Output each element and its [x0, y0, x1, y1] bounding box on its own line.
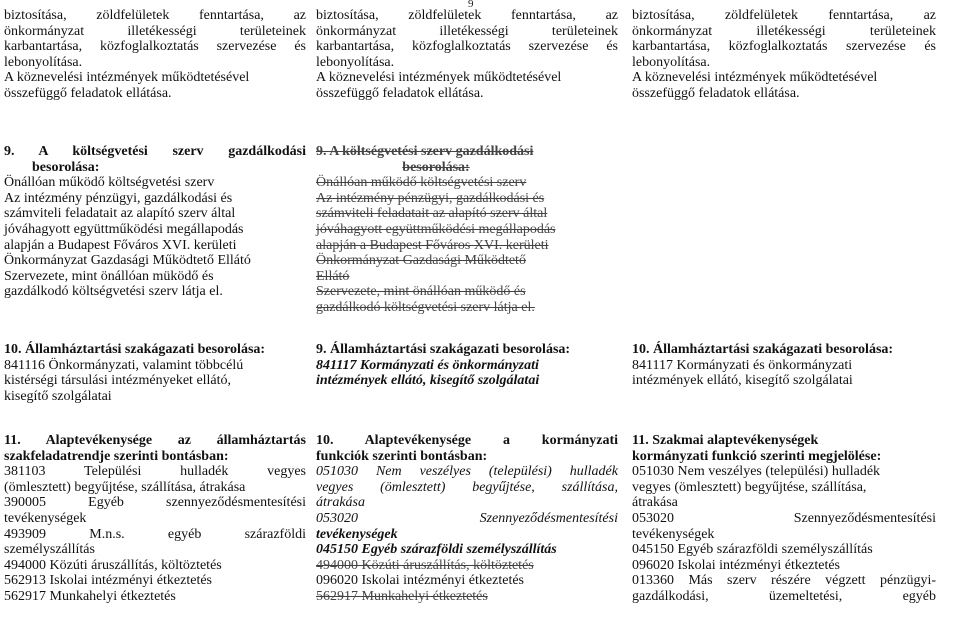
section-9-new: [316, 342, 618, 389]
section-heading: 11. Szakmai alaptevékenységek: [632, 433, 819, 448]
text-line: 381103 Települési hulladék vegyes: [4, 464, 306, 480]
text-line: összefüggő feladatok ellátása.: [632, 85, 800, 101]
text-line: alapján a Budapest Főváros XVI. kerületi: [4, 237, 237, 253]
text-line: Önállóan működő költségvetési szerv: [4, 175, 215, 191]
section-9-deleted: [316, 144, 556, 316]
text-line: 096020 Iskolai intézményi étkeztetés: [316, 573, 524, 589]
text-line: karbantartása, közfoglalkoztatás szervezése és: [632, 39, 936, 55]
section-heading: besorolása:: [32, 159, 100, 175]
text-line: 841117 Kormányzati és önkormányzati: [632, 357, 853, 373]
text-line: Szervezete, mint önállóan működő és: [316, 284, 526, 300]
intro-paragraph: [632, 8, 936, 102]
text-line: összefüggő feladatok ellátása.: [4, 85, 172, 101]
text-line: 562913 Iskolai intézményi étkeztetés: [4, 573, 212, 589]
text-line: önkormányzat illetékességi területeinek: [632, 23, 936, 39]
text-line: lebonyolítása.: [316, 54, 395, 70]
section-heading: 9. A költségvetési szerv gazdálkodási: [316, 144, 534, 159]
text-line: gazdálkodási, üzemeltetési, egyéb: [632, 588, 936, 604]
text-line: 493909 M.n.s. egyéb szárazföldi: [4, 526, 306, 542]
text-line: tevékenységek: [316, 526, 398, 542]
text-line: önkormányzat illetékességi területeinek: [316, 23, 618, 39]
text-line: 051030 Nem veszélyes (települési) hulladék: [632, 464, 881, 480]
text-line: tevékenységek: [632, 526, 715, 542]
text-line: vegyes (ömlesztett) begyűjtése, szállítása,: [316, 479, 618, 495]
text-line: vegyes (ömlesztett) begyűjtése, szállítása,: [632, 479, 867, 495]
section-heading: szakfeladatrendje szerinti bontásban:: [4, 448, 229, 464]
intro-paragraph: [316, 8, 618, 102]
text-line: Önkormányzat Gazdasági Működtető Ellátó: [316, 253, 526, 284]
section-10-new: [316, 433, 618, 605]
text-line: gazdálkodó költségvetési szerv látja el.: [316, 299, 535, 315]
text-line: Az intézmény pénzügyi, gazdálkodási és: [4, 190, 233, 206]
text-line: gazdálkodó költségvetési szerv látja el.: [4, 284, 223, 300]
text-line: kisegítő szolgálatai: [4, 388, 112, 404]
section-heading: besorolása:: [402, 159, 470, 175]
text-line: Önállóan működő költségvetési szerv: [316, 175, 527, 191]
section-heading: 9. Államháztartási szakágazati besorolása:: [316, 342, 571, 357]
text-line: alapján a Budapest Főváros XVI. kerületi: [316, 237, 549, 253]
section-heading: 11. Alaptevékenysége az államháztartás: [4, 433, 306, 448]
text-line: 045150 Egyéb szárazföldi személyszállítás: [316, 542, 557, 558]
text-line: A köznevelési intézmények működtetésével: [632, 70, 878, 86]
text-line-deleted: 562917 Munkahelyi étkeztetés: [316, 588, 488, 604]
text-line: számviteli feladatait az alapító szerv által: [316, 206, 548, 222]
section-9: [4, 144, 306, 300]
text-line: biztosítása, zöldfelületek fenntartása, az: [632, 8, 936, 23]
text-line: karbantartása, közfoglalkoztatás szervezése és: [316, 39, 618, 55]
text-line: 053020 Szennyeződésmentesítési: [632, 510, 936, 526]
text-line: 096020 Iskolai intézményi étkeztetés: [632, 557, 840, 573]
text-line: személyszállítás: [4, 542, 95, 558]
text-line: Az intézmény pénzügyi, gazdálkodási és: [316, 190, 545, 206]
text-line: kistérségi társulási intézményeket ellátó,: [4, 373, 232, 389]
section-heading: 10. Alaptevékenysége a kormányzati: [316, 433, 618, 448]
section-11: [632, 433, 936, 605]
text-line: lebonyolítása.: [632, 54, 711, 70]
section-10: [632, 342, 936, 389]
section-heading: 10. Államháztartási szakágazati besorolása:: [4, 342, 266, 357]
text-line: biztosítása, zöldfelületek fenntartása, az: [316, 8, 618, 23]
text-line: (ömlesztett) begyűjtése, szállítása, átrakása: [4, 479, 246, 495]
text-line: összefüggő feladatok ellátása.: [316, 85, 484, 101]
page-number: 9: [468, 0, 474, 10]
text-line: A köznevelési intézmények működtetésével: [4, 70, 250, 86]
text-line: 051030 Nem veszélyes (települési) hulladék: [316, 464, 618, 480]
text-line: önkormányzat illetékességi területeinek: [4, 23, 306, 39]
text-line: 841117 Kormányzati és önkormányzati: [316, 357, 539, 373]
intro-paragraph: [4, 8, 306, 102]
text-line: 053020 Szennyeződésmentesítési: [316, 510, 618, 526]
text-line: 494000 Közúti áruszállítás, költöztetés: [4, 557, 222, 573]
text-line: számviteli feladatait az alapító szerv által: [4, 206, 236, 222]
text-line: biztosítása, zöldfelületek fenntartása, az: [4, 8, 306, 23]
text-line: 841116 Önkormányzati, valamint többcélú: [4, 357, 244, 373]
section-heading: funkciók szerinti bontásban:: [316, 448, 488, 464]
text-line: 045150 Egyéb szárazföldi személyszállítás: [632, 542, 873, 558]
text-line: 390005 Egyéb szennyeződésmentesítési: [4, 495, 306, 511]
text-line-deleted: 494000 Közúti áruszállítás, költöztetés: [316, 557, 534, 573]
text-line: jóváhagyott együttműködési megállapodás: [316, 221, 556, 237]
text-line: 013360 Más szerv részére végzett pénzügyi-: [632, 573, 936, 589]
text-line: A köznevelési intézmények működtetésével: [316, 70, 562, 86]
text-line: 562917 Munkahelyi étkeztetés: [4, 588, 176, 604]
text-line: Szervezete, mint önállóan müködő és: [4, 268, 214, 284]
text-line: átrakása: [632, 495, 678, 511]
text-line: karbantartása, közfoglalkoztatás szervezése és: [4, 39, 306, 55]
text-line: tevékenységek: [4, 510, 87, 526]
text-line: jóváhagyott együttműködési megállapodás: [4, 221, 244, 237]
text-line: lebonyolítása.: [4, 54, 83, 70]
text-line: intézmények ellátó, kisegítő szolgálatai: [316, 373, 540, 389]
section-heading: kormányzati funkció szerinti megjelölése:: [632, 448, 882, 464]
section-heading: 10. Államháztartási szakágazati besorolása:: [632, 342, 894, 357]
text-line: Önkormányzat Gazdasági Működtető Ellátó: [4, 253, 251, 269]
text-line: intézmények ellátó, kisegítő szolgálatai: [632, 373, 853, 389]
section-10: [4, 342, 306, 404]
text-line: átrakása: [316, 495, 365, 511]
section-heading: 9. A költségvetési szerv gazdálkodási: [4, 144, 306, 159]
section-11: [4, 433, 306, 605]
